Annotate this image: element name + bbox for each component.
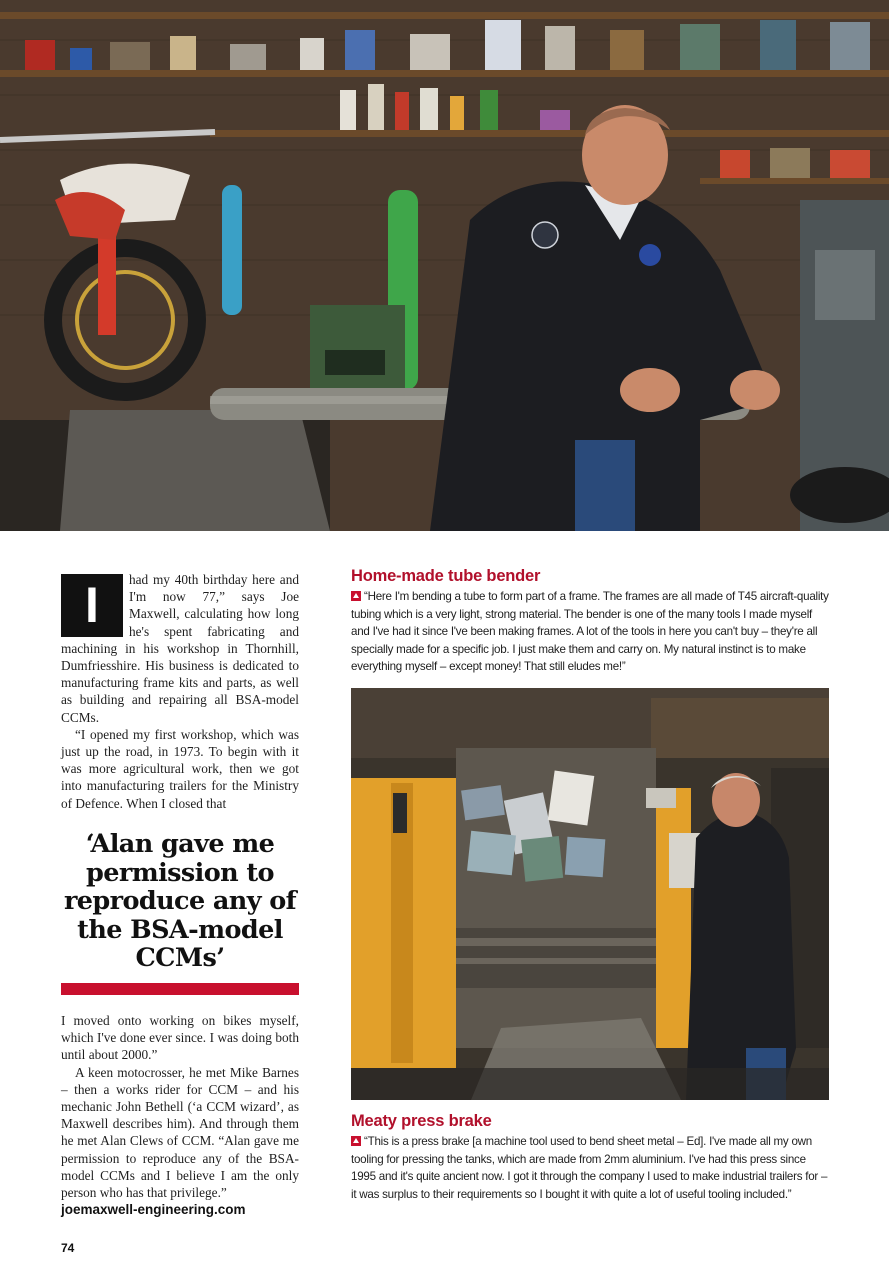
article-paragraph-1: had my 40th birthday here and I'm now 77,” says Joe Maxwell, calculating how long he's spent fabricating and machining in his workshop in Thornhill, Dumfriesshire. His business is dedicated to manufacturing frame kits and parts, as well as building and repairing all BSA-model CCMs. <box>61 572 299 725</box>
article-paragraph-2: “I opened my first workshop, which was just up the road, in 1973. To begin with it was more agricultural work, then we got into manufacturing trailers for the Ministry of Defence. When I closed that <box>61 726 299 811</box>
caption-text: “Here I'm bending a tube to form part of a frame. The frames are all made of T45 aircraft-quality tubing which is a very light, strong material. The bender is one of the many tools I made myself and I've had it since I've been making frames. A lot of the tools in here you can't buy – they're all specially made for a specific job. I just make them and carry on. My natural instinct is to make everything myself – except money! That still eludes me!” <box>351 590 829 674</box>
article-body-top <box>61 571 299 812</box>
pull-quote-divider <box>61 983 299 995</box>
caption-heading: Meaty press brake <box>351 1112 492 1130</box>
triangle-icon <box>351 1136 361 1146</box>
article-paragraph-3: I moved onto working on bikes myself, which I've done ever since. I was doing both until about 2000.” <box>61 1013 299 1063</box>
caption-body <box>351 588 829 676</box>
press-brake-photo <box>351 688 829 1100</box>
caption-tube-bender <box>351 567 829 676</box>
triangle-icon <box>351 591 361 601</box>
caption-body <box>351 1133 829 1203</box>
article-paragraph-4: A keen motocrosser, he met Mike Barnes – then a works rider for CCM – and his mechanic John Bethell (‘a CCM wizard’, as Maxwell describes him). And through them he met Alan Clews of CCM. “Alan gave me permission to reproduce any of the BSA-model CCMs and I believe I am the only person who has that privilege.” <box>61 1064 299 1201</box>
website-link[interactable]: joemaxwell-engineering.com <box>61 1202 246 1218</box>
caption-heading: Home-made tube bender <box>351 567 541 585</box>
caption-press-brake <box>351 1112 829 1203</box>
caption-text: “This is a press brake [a machine tool used to bend sheet metal – Ed]. I've made all my own tooling for pressing the tanks, which are made from 2mm aluminium. I've had this press since 1995 and it's quite ancient now. I got it through the company I used to make industrial trailers for – it was surplus to their requirements so I bought it with quite a lot of useful tooling included.” <box>351 1135 828 1201</box>
pull-quote: ‘Alan gave me permission to reproduce any of the BSA-model CCMs’ <box>63 829 297 973</box>
hero-photo <box>0 0 889 531</box>
drop-cap: I <box>61 574 123 637</box>
page-number: 74 <box>61 1241 75 1255</box>
article-body-bottom <box>61 1012 299 1217</box>
